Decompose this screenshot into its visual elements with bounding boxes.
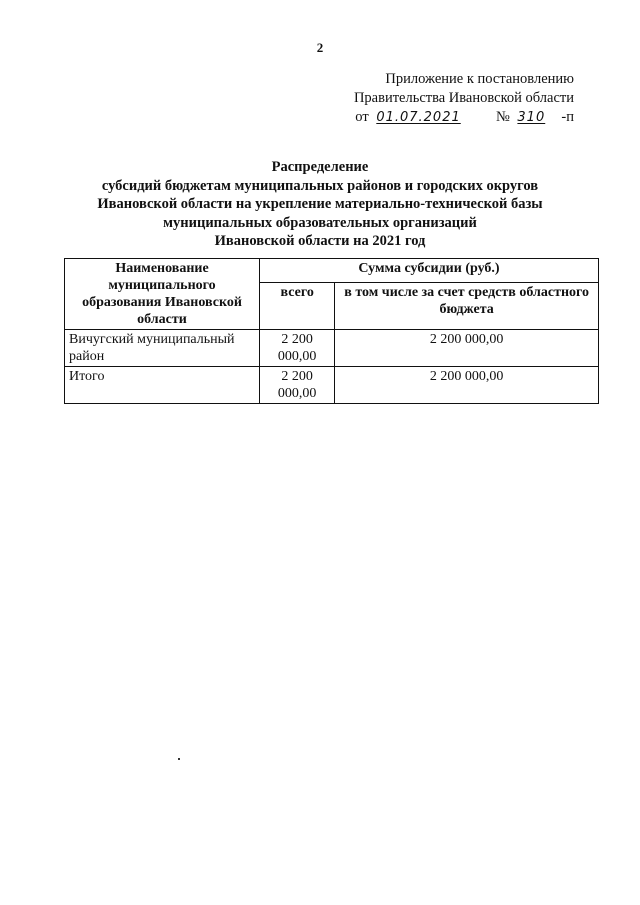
appendix-header [354,70,574,127]
number-suffix: -п [561,109,574,125]
title-line-4: муниципальных образовательных организаций [163,214,477,231]
handwritten-date: 01.07.2021 [376,110,461,125]
header-total: всего [260,283,335,330]
table-row [65,330,599,367]
number-label: № [495,109,510,125]
from-label: от [355,109,369,125]
appendix-line-3 [354,108,574,127]
row-regional: 2 200 000,00 [335,330,599,367]
header-sum: Сумма субсидии (руб.) [260,259,599,283]
table-header-row [65,259,599,283]
title-line-1: Распределение [271,159,369,175]
appendix-line-2: Правительства Ивановской области [353,90,574,106]
title-line-2: субсидий бюджетам муниципальных районов и городских округов [101,177,539,194]
scan-speck [178,758,180,760]
title-line-3: Ивановской области на укрепление материально-технической базы [97,196,543,212]
header-name: Наименование муниципального образования Ивановской области [65,259,260,330]
document-title [0,158,640,251]
total-row-name: Итого [65,367,260,404]
subsidy-table [64,258,599,404]
header-regional: в том числе за счет средств областного бюджета [335,283,599,330]
total-row-regional: 2 200 000,00 [335,367,599,404]
handwritten-number: 310 [517,110,546,125]
table-total-row [65,367,599,404]
row-name: Вичугский муниципальный район [65,330,260,367]
title-line-5: Ивановской области на 2021 год [214,233,426,249]
appendix-line-1: Приложение к постановлению [385,71,574,87]
row-total: 2 200 000,00 [260,330,335,367]
total-row-total: 2 200 000,00 [260,367,335,404]
page-number: 2 [316,40,324,55]
